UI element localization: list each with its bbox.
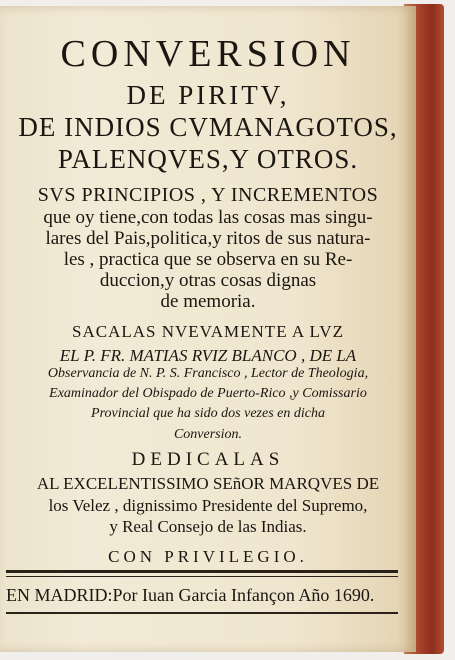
summary-line-4: les , practica que se observa en su Re- — [63, 249, 353, 270]
dedication-line-3: los Velez , dignissimo Presidente del Supremo, — [48, 496, 368, 515]
author-line-5: Provincial que ha sido dos vezes en dicha — [91, 406, 325, 421]
summary-line-6: de memoria. — [160, 291, 256, 312]
author-line-6: Conversion. — [173, 427, 243, 442]
summary-line-5: duccion,y otras cosas dignas — [99, 270, 317, 291]
author-line-2: EL P. FR. MATIAS RVIZ BLANCO , DE LA — [59, 346, 357, 365]
divider-rule-bottom — [6, 612, 398, 614]
divider-rule-thin — [6, 576, 398, 577]
author-line-4: Examinador del Obispado de Puerto-Rico ,y Comissario — [49, 386, 367, 401]
title-line-4: PALENQVES,Y OTROS. — [57, 144, 359, 174]
dedication-line-1: DEDICALAS — [131, 449, 285, 470]
dedication-line-4: y Real Consejo de las Indias. — [109, 517, 307, 536]
title-line-2: DE PIRITV, — [126, 80, 290, 110]
summary-line-2: que oy tiene,con todas las cosas mas singu- — [43, 207, 373, 228]
privilege-line: CON PRIVILEGIO. — [108, 547, 308, 566]
author-line-1: SACALAS NVEVAMENTE A LVZ — [72, 322, 344, 341]
author-line-3: Observancia de N. P. S. Francisco , Lector de Theologia, — [47, 366, 369, 381]
imprint-line: EN MADRID:Por Iuan Garcia Infançon Año 1690. — [6, 585, 375, 605]
title-page — [0, 6, 416, 652]
title-line-3: DE INDIOS CVMANAGOTOS, — [18, 112, 398, 142]
divider-rule-thick — [6, 570, 398, 573]
summary-line-1: SVS PRINCIPIOS , Y INCREMENTOS — [37, 184, 379, 206]
title-line-1: CONVERSION — [60, 33, 356, 75]
summary-line-3: lares del Pais,politica,y ritos de sus natura- — [45, 228, 371, 249]
dedication-line-2: AL EXCELENTISSIMO SEñOR MARQVES DE — [36, 474, 380, 493]
